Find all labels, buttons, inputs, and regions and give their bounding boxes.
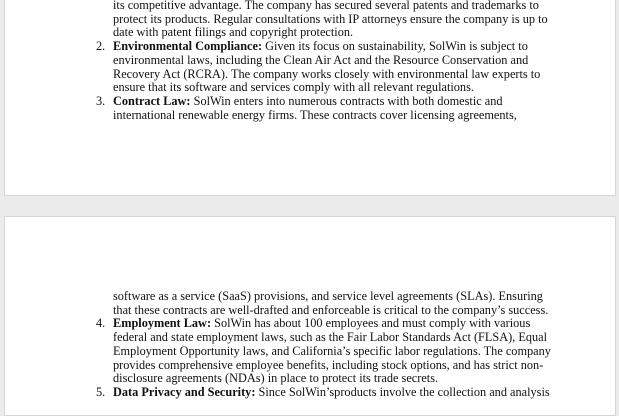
page-2-content (96, 290, 556, 400)
item-text: Given its focus on sustainability, SolWin is subject to environmental laws, including the Clean Air Act and the Resource Conservation and Recovery Act (RCRA). The company works closely with environmental law experts to ensure that its software and services comply with all relevant regulations. (113, 39, 541, 95)
list-item-3 (96, 95, 556, 122)
list-item-5 (96, 386, 556, 400)
list-number: 3. (96, 93, 106, 108)
list-item-3-continuation (96, 290, 556, 317)
item-heading: Data Privacy and Security: (113, 384, 256, 399)
list-item-1-continuation (96, 0, 556, 40)
page-1-content (96, 0, 556, 122)
continuation-text: software as a service (SaaS) provisions, and service level agreements (SLAs). Ensuring that these contracts are well-drafted and enforceable is critical to the company’s success. (113, 289, 549, 317)
list-number: 2. (96, 39, 106, 54)
item-text: SolWin enters into numerous contracts with both domestic and international renewable energy firms. These contracts cover licensing agreements, (113, 93, 517, 122)
item-heading: Environmental Compliance: (113, 39, 263, 54)
item-heading: Contract Law: (113, 93, 191, 108)
list-number: 4. (96, 316, 106, 331)
item-heading: Employment Law: (113, 316, 212, 331)
item-text: SolWin has about 100 employees and must comply with various federal and state employment laws, such as the Fair Labor Standards Act (FLSA), Equal Employment Opportunity laws, and California’s specific labor regulations. The company provides comprehensive employee benefits, including stock options, and has strict non-disclosure agreements (NDAs) in place to protect its trade secrets. (113, 316, 551, 386)
document-page-1 (4, 0, 616, 196)
list-number: 5. (96, 384, 106, 399)
item-text: Since SolWin’sproducts involve the collection and analysis (255, 384, 550, 399)
list-item-4 (96, 317, 556, 386)
list-item-2 (96, 40, 556, 95)
document-page-2 (4, 216, 616, 416)
continuation-text: its competitive advantage. The company has secured several patents and trademarks to protect its products. Regular consultations with IP attorneys ensure the company is up to date with patent filings and copyright protection. (113, 0, 548, 40)
